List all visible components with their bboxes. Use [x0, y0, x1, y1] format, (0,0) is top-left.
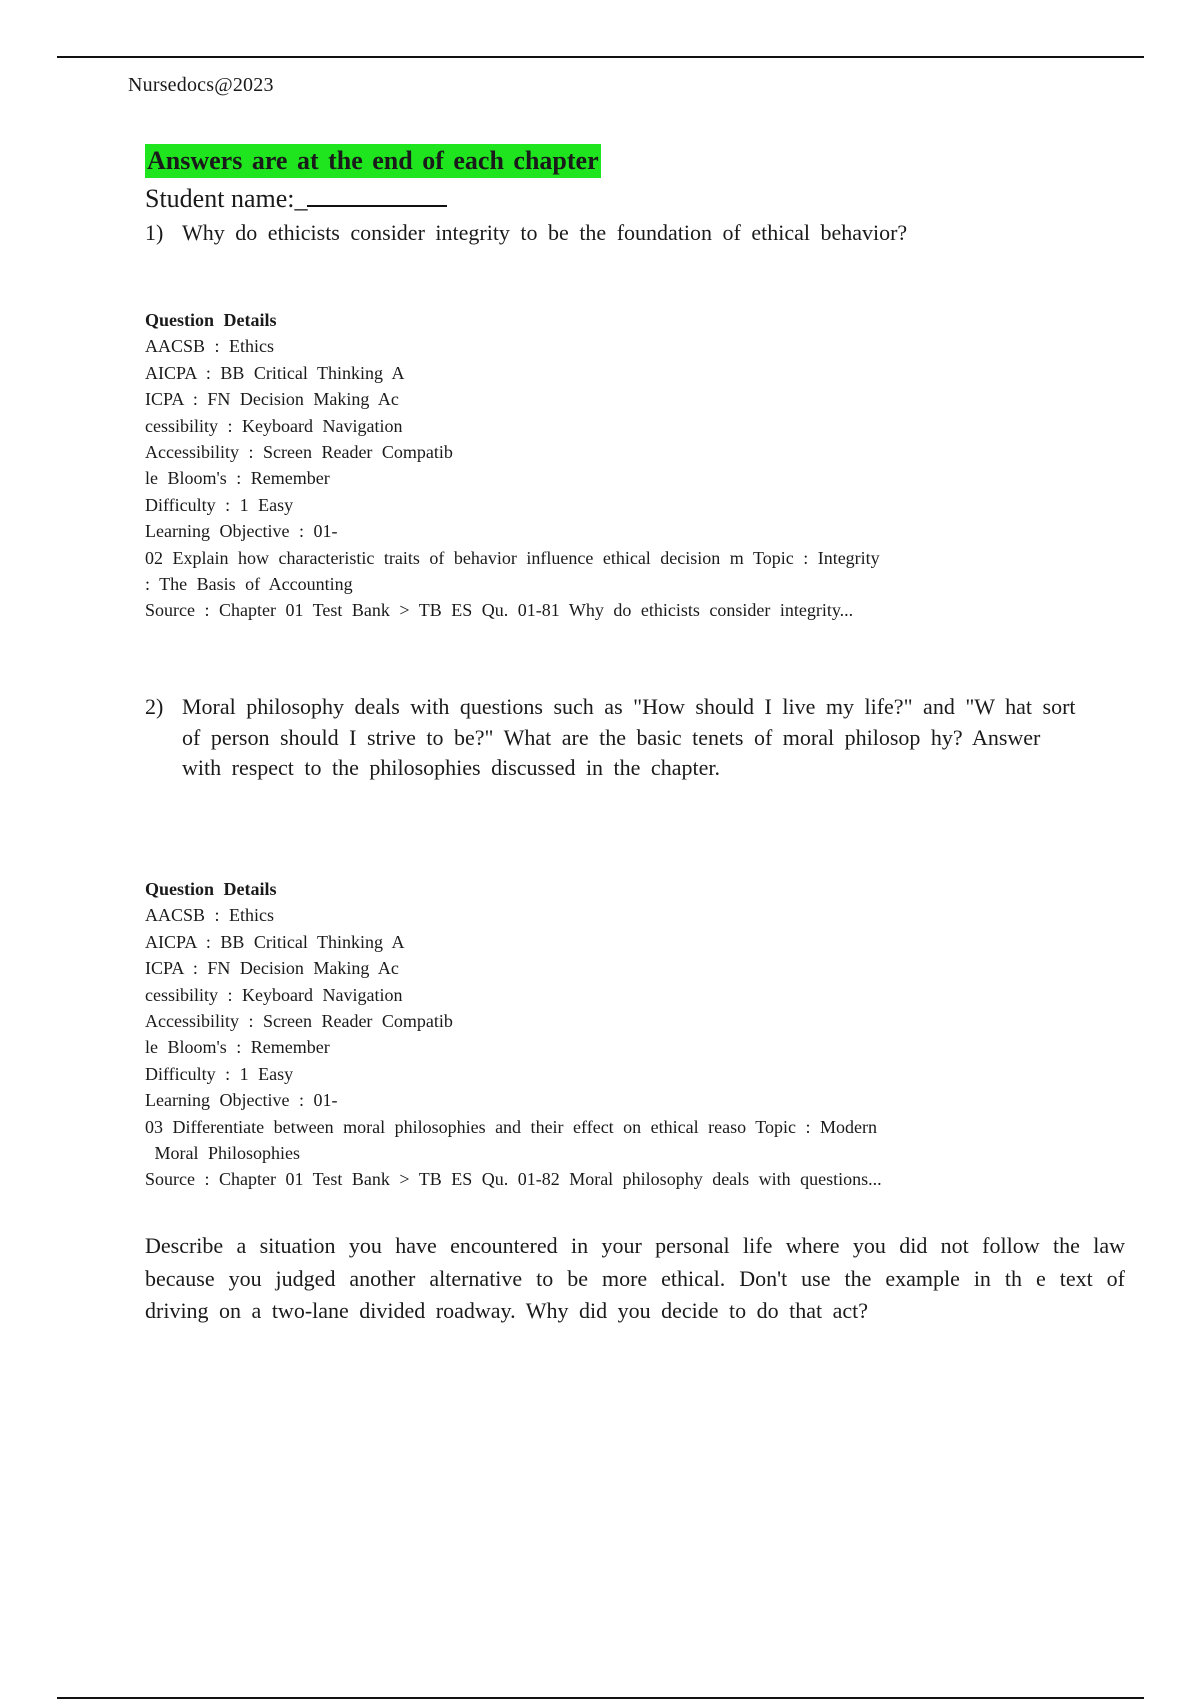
detail-line: : The Basis of Accounting — [145, 574, 353, 595]
question-2-details — [145, 876, 1005, 1193]
question-number: 2) — [145, 694, 164, 719]
detail-line: ICPA : FN Decision Making Ac — [145, 389, 399, 410]
question-1 — [145, 218, 1085, 249]
detail-line: Difficulty : 1 Easy — [145, 1063, 294, 1084]
detail-line: cessibility : Keyboard Navigation — [145, 984, 403, 1005]
detail-line: cessibility : Keyboard Navigation — [145, 415, 403, 436]
question-number: 1) — [145, 220, 164, 245]
top-rule — [57, 56, 1144, 58]
detail-line: Accessibility : Screen Reader Compatib — [145, 1011, 453, 1032]
detail-line: Source : Chapter 01 Test Bank > TB ES Qu. 01-81 Why do ethicists consider integrity... — [145, 600, 854, 621]
detail-line: AICPA : BB Critical Thinking A — [145, 931, 405, 952]
detail-line: le Bloom's : Remember — [145, 1037, 330, 1058]
detail-line: AACSB : Ethics — [145, 905, 275, 926]
question-1-details — [145, 307, 1005, 624]
header-watermark: Nursedocs@2023 — [128, 74, 274, 96]
student-name-label: Student name:_ — [145, 184, 308, 213]
bottom-rule — [57, 1697, 1144, 1699]
question-text: Why do ethicists consider integrity to be the foundation of ethical behavior? — [182, 220, 908, 245]
detail-line: Learning Objective : 01- — [145, 521, 338, 542]
essay-prompt: Describe a situation you have encountered in your personal life where you did not follow the law because you judged another alternative to be more ethical. Don't use the example in th e text of driving on a two-lane divided roadway. Why did you decide to do that act? — [145, 1233, 1125, 1323]
detail-line: le Bloom's : Remember — [145, 468, 330, 489]
detail-line: 02 Explain how characteristic traits of behavior influence ethical decision m Topic : Integrity — [145, 547, 880, 568]
detail-line: Source : Chapter 01 Test Bank > TB ES Qu. 01-82 Moral philosophy deals with questions... — [145, 1169, 882, 1190]
question-text: Moral philosophy deals with questions such as "How should I live my life?" and "W hat sort of person should I strive to be?" What are the basic tenets of moral philosop hy? Answer with respect to the philosophies discussed in the chapter. — [182, 694, 1076, 780]
student-name-field — [145, 183, 447, 214]
detail-line: AICPA : BB Critical Thinking A — [145, 362, 405, 383]
detail-line: AACSB : Ethics — [145, 336, 275, 357]
details-title: Question Details — [145, 879, 277, 899]
detail-line: 03 Differentiate between moral philosophies and their effect on ethical reaso Topic : Modern — [145, 1116, 878, 1137]
question-2 — [145, 692, 1085, 784]
detail-line: Accessibility : Screen Reader Compatib — [145, 442, 453, 463]
detail-line: Moral Philosophies — [145, 1143, 301, 1164]
student-name-blank — [307, 183, 447, 207]
detail-line: Learning Objective : 01- — [145, 1090, 338, 1111]
detail-line: Difficulty : 1 Easy — [145, 494, 294, 515]
detail-line: ICPA : FN Decision Making Ac — [145, 958, 399, 979]
answers-banner: Answers are at the end of each chapter — [145, 144, 601, 178]
details-title: Question Details — [145, 310, 277, 330]
